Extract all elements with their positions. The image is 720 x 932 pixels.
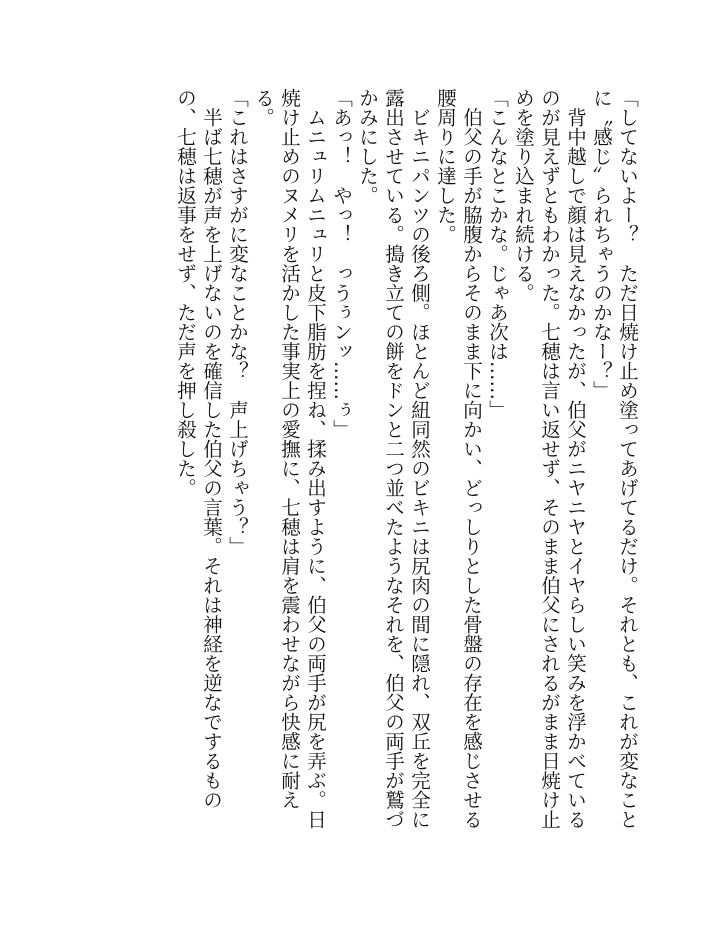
paragraph-8: 「これはさすがに変なことかな？ 声上げちゃう？」	[226, 88, 249, 556]
paragraph-6: 「あっ！ やっ！ っうぅンッ……ぅ」	[330, 88, 353, 439]
paragraph-3: 「こんなとこかな。じゃあ次は……」	[486, 88, 509, 420]
vertical-text-body	[172, 88, 640, 848]
paragraph-9: 半ば七穂が声を上げないのを確信した伯父の言葉。それは神経を逆なでするものの、七穂は返事をせず、ただ声を押し殺した。	[174, 88, 223, 810]
paragraph-1: 「してないよー？ ただ日焼け止め塗ってあげてるだけ。それとも、これが変なことに〝感じ〟られちゃうのかなー？」	[590, 88, 639, 829]
paragraph-4: 伯父の手が脇腹からそのまま下に向かい、どっしりとした骨盤の存在を感じさせる腰周りに達した。	[434, 88, 483, 829]
paragraph-7: ムニュリムニュリと皮下脂肪を捏ね、揉み出すように、伯父の両手が尻を弄ぶ。日焼け止めのヌメリを活かした事実上の愛撫に、七穂は肩を震わせながら快感に耐える。	[252, 88, 327, 829]
paragraph-2: 背中越しで顔は見えなかったが、伯父がニヤニヤとイヤらしい笑みを浮かべているのが見えずともわかった。七穂は言い返せず、そのまま伯父にされるがまま日焼け止めを塗り込まれ続ける。	[512, 88, 587, 829]
paragraph-5: ビキニパンツの後ろ側。ほとんど紐同然のビキニは尻肉の間に隠れ、双丘を完全に露出させている。搗き立ての餅をドンと二つ並べたようなそれを、伯父の両手が鷲づかみにした。	[356, 88, 431, 829]
